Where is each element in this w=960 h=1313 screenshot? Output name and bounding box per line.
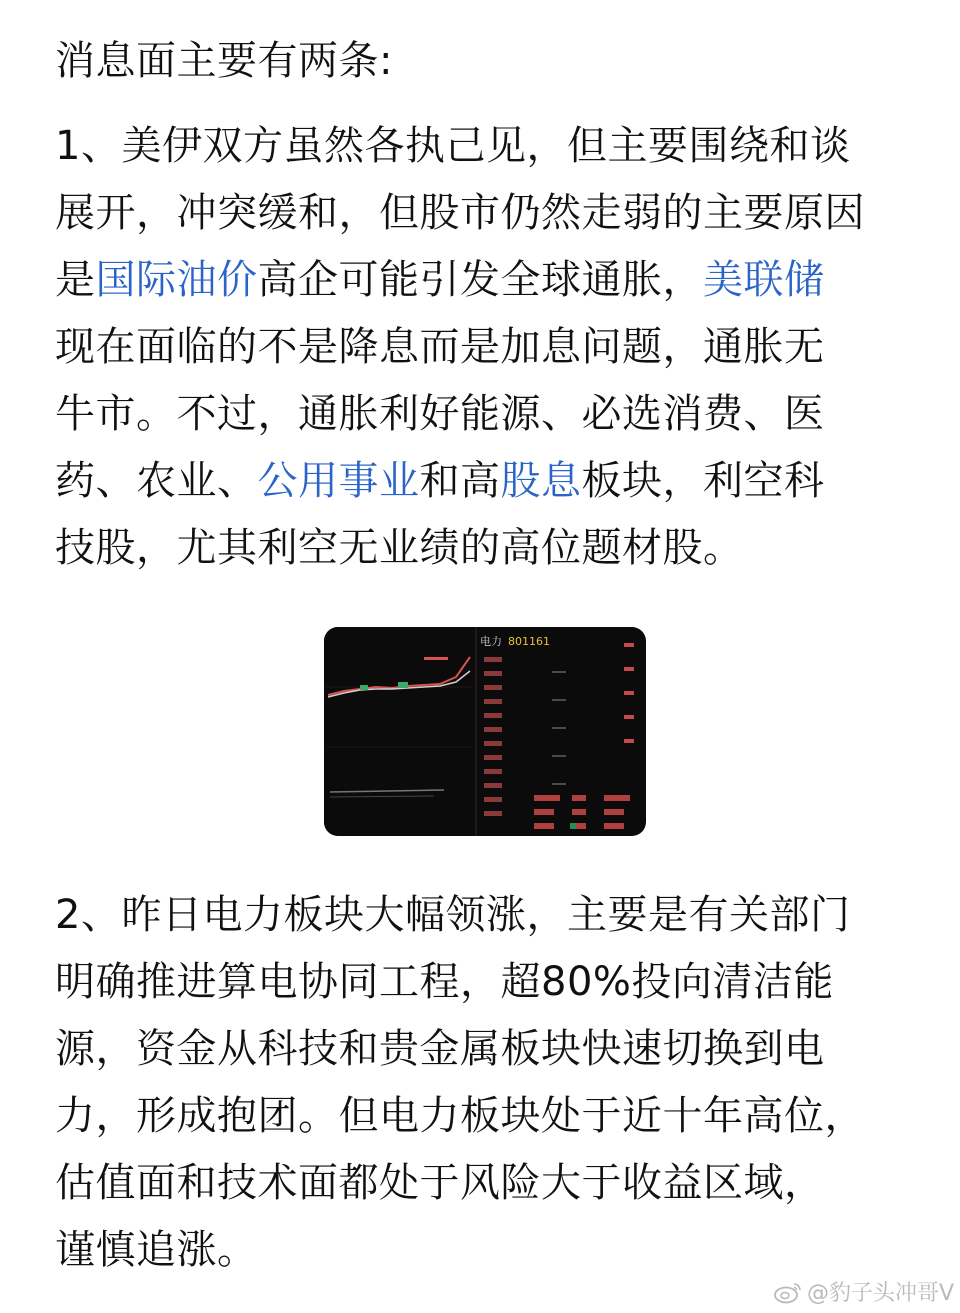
embedded-chart-image[interactable] <box>324 627 646 836</box>
watermark-text: @豹子头冲哥V <box>806 1281 954 1306</box>
sector-code-label: 801161 <box>508 635 550 648</box>
topic-link-fed[interactable]: 美联储 <box>703 257 825 303</box>
paragraph-2-line-2: 明确推进算电协同工程，超80%投向清洁能 <box>55 959 834 1005</box>
paragraph-2-line-5: 估值面和技术面都处于风险大于收益区域， <box>55 1160 825 1206</box>
weibo-logo-icon <box>773 1280 803 1304</box>
paragraph-2-line-6: 谨慎追涨。 <box>55 1227 258 1273</box>
paragraph-2-line-1: 2、昨日电力板块大幅领涨，主要是有关部门 <box>55 892 851 938</box>
paragraph-1-line-3 <box>55 247 925 314</box>
text-segment: 高企可能引发全球通胀， <box>257 257 703 303</box>
paragraph-1-line-5: 牛市。不过，通胀利好能源、必选消费、医 <box>55 391 825 437</box>
text-segment: 板块，利空科 <box>581 458 825 504</box>
text-segment: 药、农业、 <box>55 458 258 504</box>
topic-link-dividend[interactable]: 股息 <box>500 458 582 504</box>
paragraph-1-line-4: 现在面临的不是降息而是加息问题，通胀无 <box>55 324 825 370</box>
watermark <box>773 1276 954 1307</box>
paragraph-1-line-7: 技股，尤其利空无业绩的高位题材股。 <box>55 525 744 571</box>
paragraph-2 <box>55 882 925 1284</box>
paragraph-1-line-1: 1、美伊双方虽然各执己见，但主要围绕和谈 <box>55 123 851 169</box>
paragraph-2-line-3: 源，资金从科技和贵金属板块快速切换到电 <box>55 1026 825 1072</box>
post-heading: 消息面主要有两条: <box>55 38 393 84</box>
topic-link-oil-price[interactable]: 国际油价 <box>95 257 258 303</box>
topic-link-utilities[interactable]: 公用事业 <box>257 458 420 504</box>
paragraph-1-line-2: 展开，冲突缓和，但股市仍然走弱的主要原因 <box>55 190 865 236</box>
paragraph-2-line-4: 力，形成抱团。但电力板块处于近十年高位， <box>55 1093 865 1139</box>
post-body <box>55 28 925 582</box>
text-segment: 和高 <box>419 458 501 504</box>
text-segment: 是 <box>55 257 96 303</box>
sector-name-label: 电力 <box>480 635 502 648</box>
post-body-2 <box>55 882 925 1284</box>
paragraph-1-line-6 <box>55 448 925 515</box>
paragraph-1 <box>55 113 925 582</box>
chart-thumbnail-graphic <box>324 627 646 836</box>
